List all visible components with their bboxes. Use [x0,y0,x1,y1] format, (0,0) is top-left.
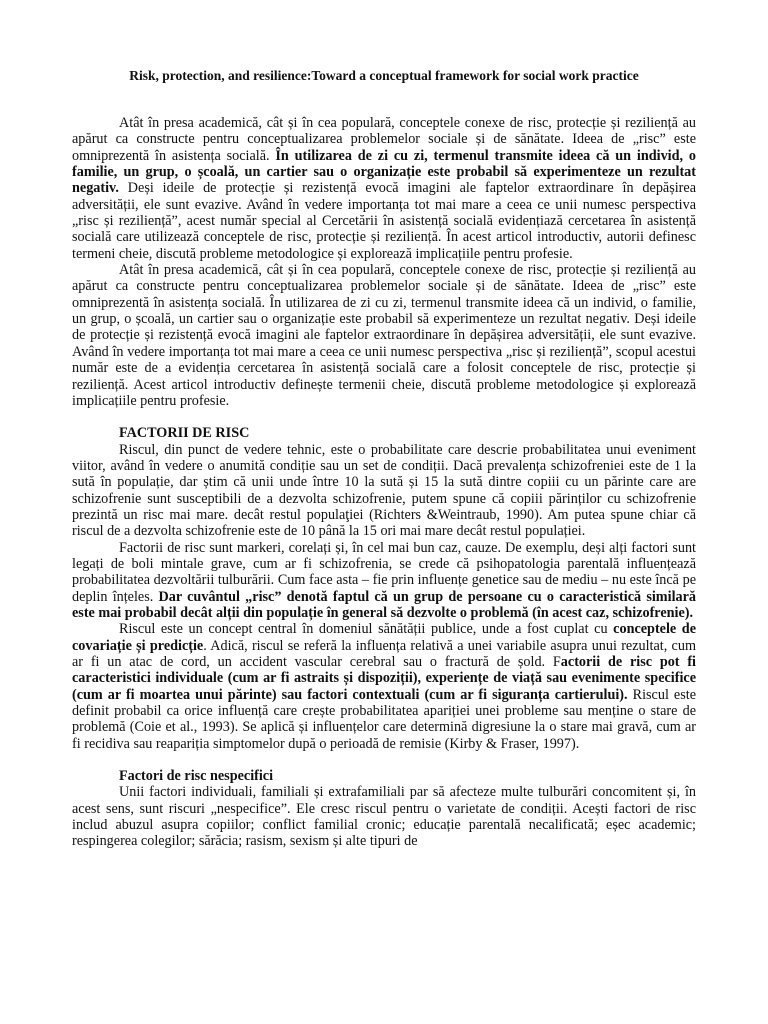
nonspecific-paragraph-1 [72,784,696,849]
text-run: Unii factori individuali, familiali și extrafamiliali par să afecteze multe tulburări concomitent și, în acest sens, sunt riscuri „nespecifice”. Ele cresc riscul pentru o varietate de condiții. Acești factori de risc includ abuzul asupra copiilor; conflict familial cronic; educație parentală necalificată; eșec academic; respingerea colegilor; sărăcia; rasism, sexism și alte tipuri de [72,784,696,850]
section-heading-factori-nespecifici: Factori de risc nespecifici [119,768,274,785]
bold-text-run: actorii de risc pot fi caracteristici individuale (cum ar fi astraits și dispoziții), experiențe de viață sau evenimente specifice (cum ar fi moartea unui părinte) sau factori contextuali (cum ar fi siguranța cartierului). [72,654,696,703]
text-run: Deși ideile de protecție și rezistență evocă imagini ale faptelor extraordinare în depășirea adversității, ele sunt evazive. Având în vedere importanța tot mai mare a ceea ce unii numesc perspectiva „risc și reziliență”, acest număr special al Cercetării în asistență socială evidențiază cercetarea în asistență socială care utilizează conceptele de risc, protecție și reziliență. În acest articol introductiv, autorii definesc termeni cheie, discută probleme metodologice și explorează implicațiile pentru profesie. [72,180,696,262]
risk-paragraph-3 [72,621,696,752]
bold-text-run: Dar cuvântul „risc” denotă faptul că un grup de persoane cu o caracteristică similară este mai probabil decât alții din populație în general să dezvolte o problemă (în acest caz, schizofrenie). [72,588,696,621]
text-run: Riscul este un concept central în domeniul sănătății publice, unde a fost cuplat cu [119,621,614,638]
bold-text-run: În utilizarea de zi cu zi, termenul transmite ideea că un individ, o familie, un grup, o școală, un cartier sau o organizație este probabil să experimenteze un rezultat negativ. [72,147,696,197]
section-heading-factorii-de-risc: FACTORII DE RISC [119,425,250,442]
document-title: Risk, protection, and resilience:Toward a conceptual framework for social work practice [129,68,639,83]
text-run: Factorii de risc sunt markeri, corelați și, în cel mai bun caz, cauze. De exemplu, deși alți factori sunt legați de boli mintale grave, cum ar fi schizofrenia, se crede că psihopatologia parentală influențează probabilitatea dezvoltării tulburării. Cum face asta – fie prin influențe genetice sau de mediu – nu este încă pe deplin înțeles. [72,539,696,605]
text-run: Atât în presa academică, cât și în cea populară, conceptele conexe de risc, protecție și reziliență au apărut ca constructe pentru conceptualizarea problemelor sociale și de sănătate. Ideea de „risc” este omniprezentă în asistența socială. În utilizarea de zi cu zi, termenul transmite ideea că un individ, o familie, un grup, o școală, un cartier sau o organizație este probabil să experimenteze un rezultat negativ. Deși ideile de protecție și rezistență evocă imagini ale faptelor extraordinare în depășirea adversității, ele sunt evazive. Având în vedere importanța tot mai mare a ceea ce unii numesc perspectiva „risc și reziliență”, scopul acestui număr este de a evidenția cercetarea în asistență socială care a folosit conceptele de risc, protecție și reziliență. Acest articol introductiv definește termenii cheie, discută probleme metodologice și explorează implicațiile pentru profesie. [72,262,696,409]
risk-paragraph-2 [72,540,696,622]
intro-paragraph-2 [72,262,696,409]
risk-paragraph-1 [72,442,696,540]
intro-paragraph-1 [72,115,696,262]
bold-text-run: conceptele de covariație și predicție [72,621,696,654]
text-run: Atât în presa academică, cât și în cea populară, conceptele conexe de risc, protecție și reziliență au apărut ca constructe pentru conceptualizarea problemelor sociale și de sănătate. Ideea de „risc” este omniprezentă în asistența socială. [72,115,696,164]
text-run: Riscul este definit probabil ca orice influență care crește probabilitatea apariției unei probleme sau menține o stare de problemă (Coie et al., 1993). Se aplică și influențelor care determină digresiune la o stare mai gravă, cum ar fi recidiva sau reapariția simptomelor după o perioadă de remisie (Kirby & Fraser, 1997). [72,686,696,752]
text-run: . Adică, riscul se referă la influența relativă a unei variabile asupra unui rezultat, cum ar fi un atac de cord, un accident vascular cerebral sau o fractură de șold. F [72,637,696,670]
text-run: Riscul, din punct de vedere tehnic, este o probabilitate care descrie probabilitatea unui eveniment viitor, având în vedere o anumită condiție sau un set de condiții. Dacă prevalența schizofreniei este de 1 la sută în populație, dar știm că unii unde între 10 la sută și 15 la sută dintre copiii cu un părinte care are schizofrenie sunt susceptibili de a dezvolta schizofrenie, putem spune că copiii părinților cu schizofrenie prezintă un risc mai mare. decât restul populaţiei (Richters &Weintraub, 1990). Am putea spune chiar că riscul de a dezvolta schizofrenie este de 10 până la 15 ori mai mare decât restul populației. [72,441,696,540]
